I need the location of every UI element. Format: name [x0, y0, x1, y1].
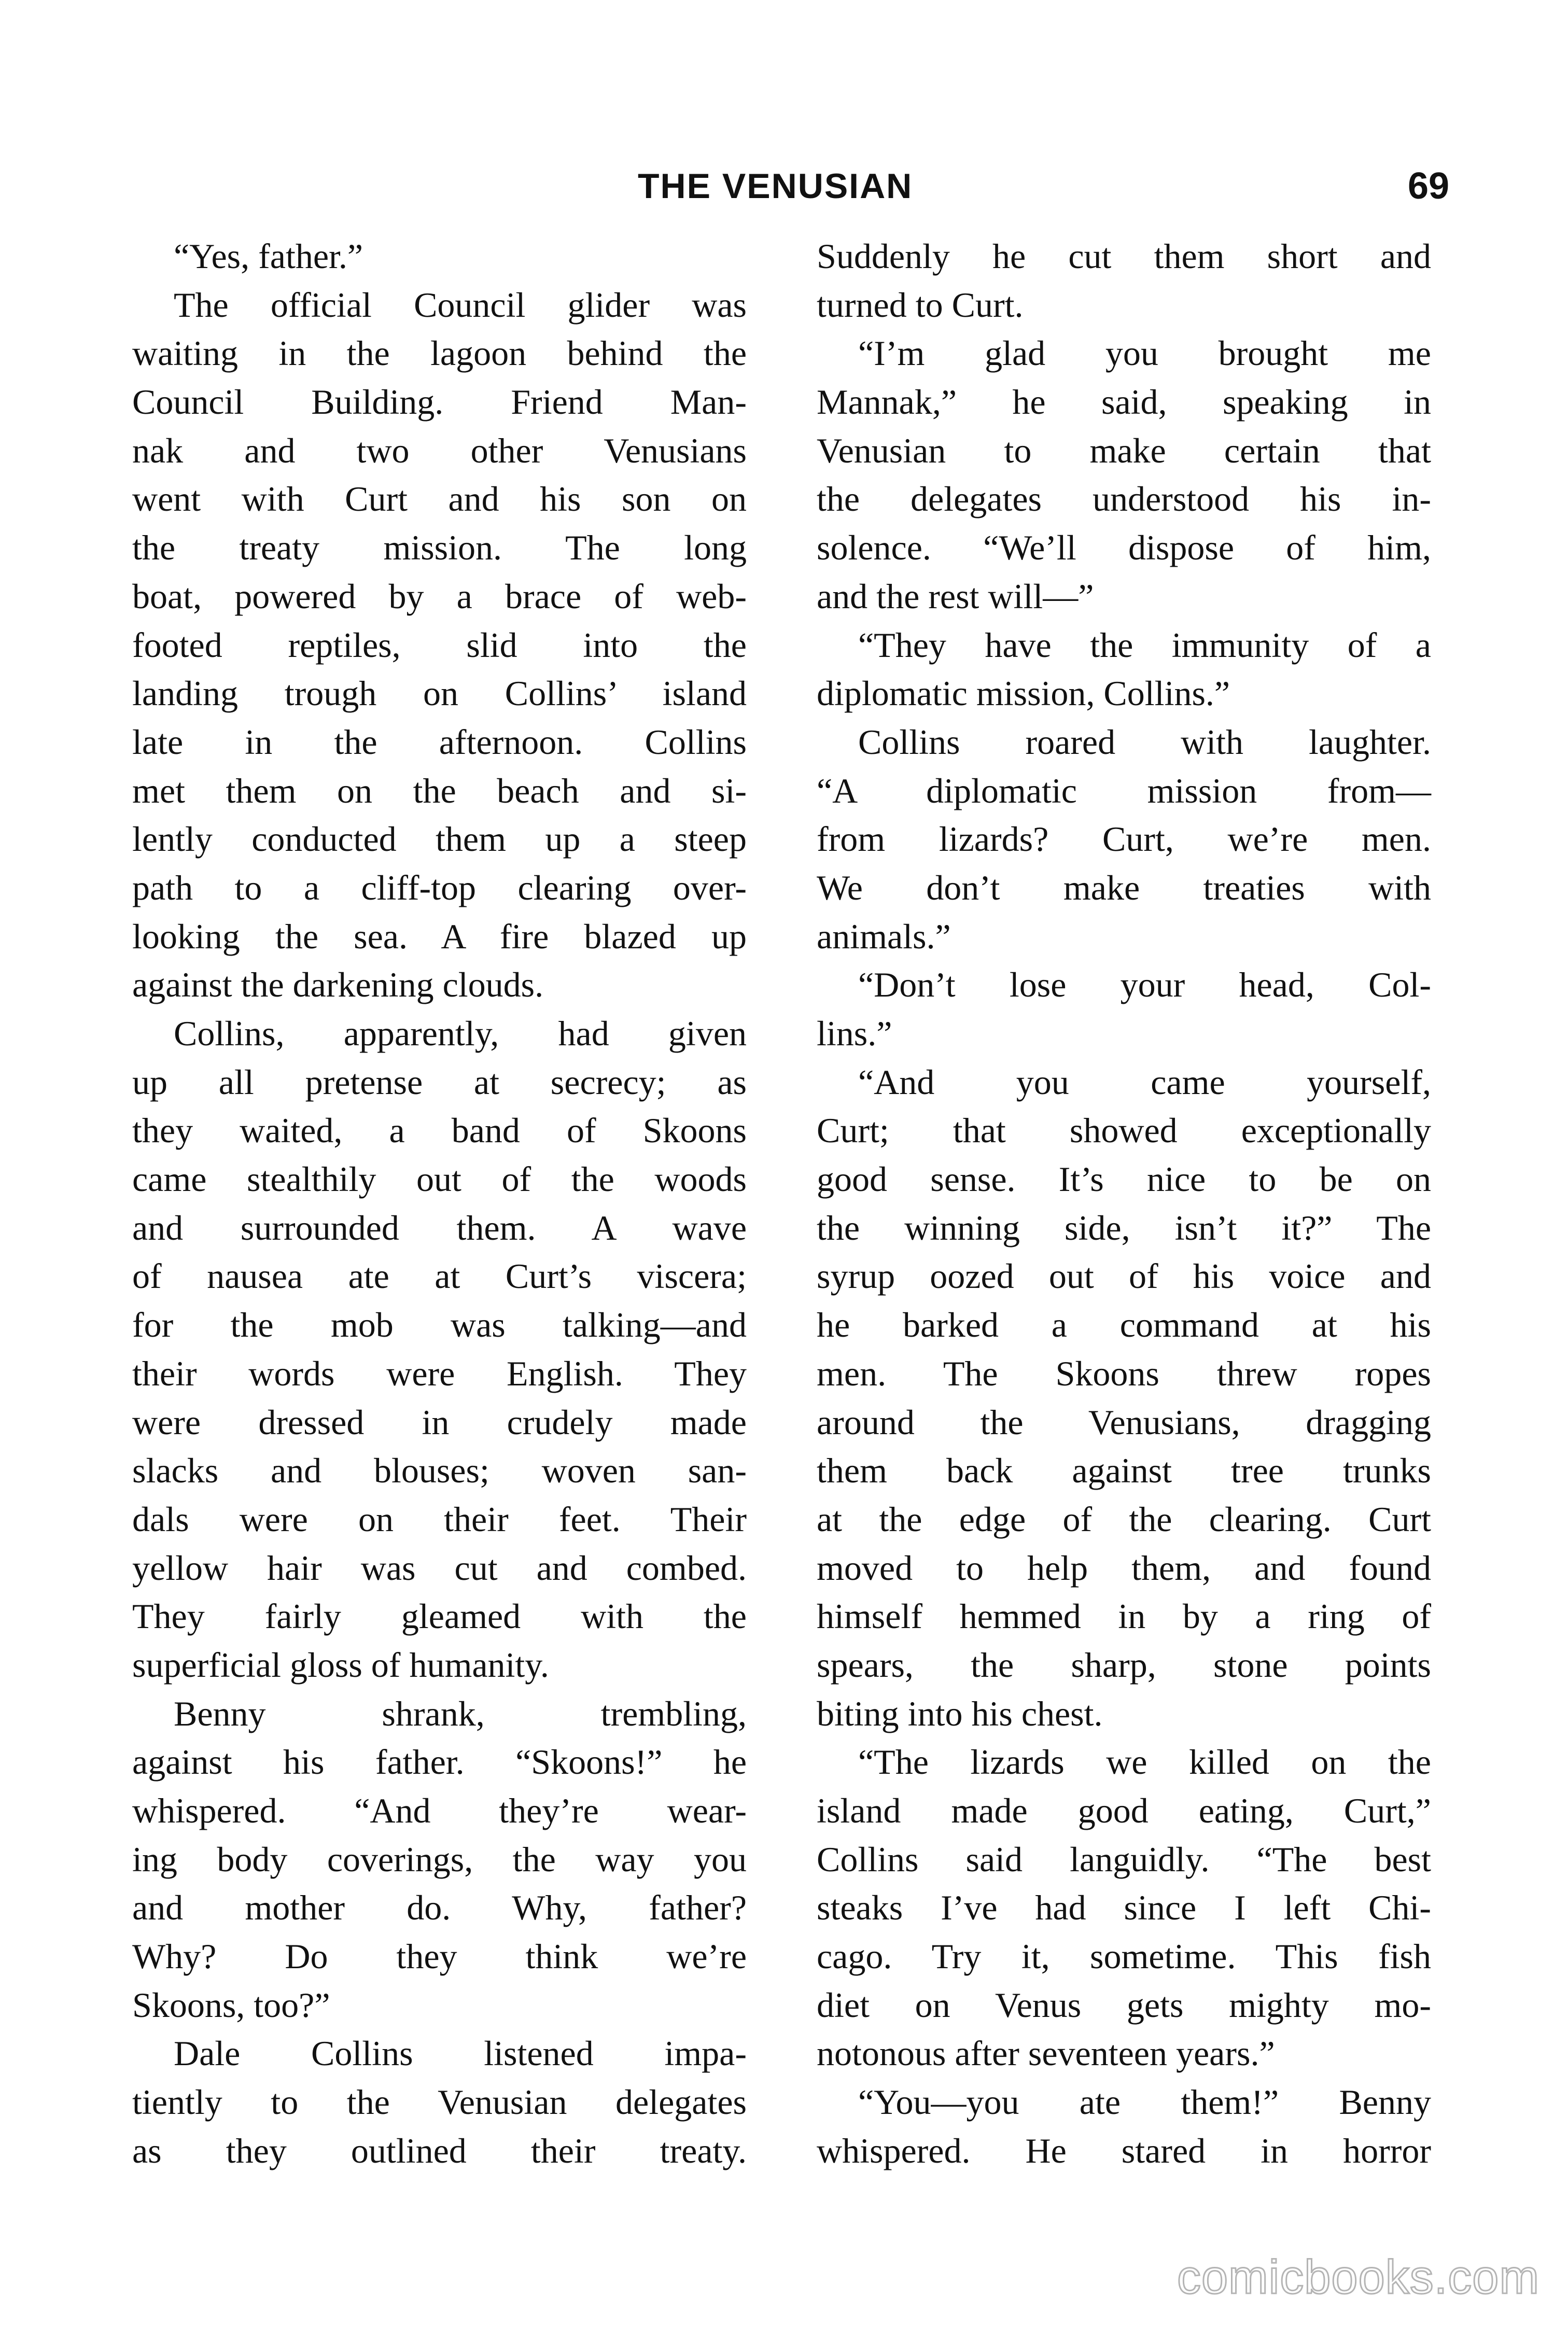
page-header-title: THE VENUSIAN — [638, 166, 913, 206]
text-line: he barked a command at his — [817, 1305, 1431, 1345]
text-line: good sense. It’s nice to be on — [817, 1159, 1431, 1199]
text-line: at the edge of the clearing. Curt — [817, 1499, 1431, 1539]
text-line: Collins said languidly. “The best — [817, 1839, 1431, 1879]
text-line: whispered. “And they’re wear- — [132, 1791, 747, 1830]
text-line: footed reptiles, slid into the — [132, 625, 747, 665]
right-column — [817, 232, 1431, 2176]
text-line: them back against tree trunks — [817, 1451, 1431, 1491]
text-line: nak and two other Venusians — [132, 430, 747, 470]
text-line: “The lizards we killed on the — [858, 1742, 1431, 1782]
text-line: looking the sea. A fire blazed up — [132, 916, 747, 956]
text-line: They fairly gleamed with the — [132, 1596, 747, 1636]
text-line: waiting in the lagoon behind the — [132, 333, 747, 373]
text-line: they waited, a band of Skoons — [132, 1111, 747, 1151]
text-line: The official Council glider was — [174, 285, 747, 325]
text-line: whispered. He stared in horror — [817, 2130, 1431, 2170]
text-line: came stealthily out of the woods — [132, 1159, 747, 1199]
text-line: and mother do. Why, father? — [132, 1888, 747, 1928]
text-line: against his father. “Skoons!” he — [132, 1742, 747, 1782]
text-line: “A diplomatic mission from— — [817, 770, 1431, 810]
text-line: went with Curt and his son on — [132, 479, 747, 519]
text-line: superficial gloss of humanity. — [132, 1645, 549, 1685]
text-line: diet on Venus gets mighty mo- — [817, 1985, 1431, 2025]
text-line: the winning side, isn’t it?” The — [817, 1208, 1431, 1247]
text-line: for the mob was talking—and — [132, 1305, 747, 1345]
text-line: Why? Do they think we’re — [132, 1937, 747, 1976]
text-line: moved to help them, and found — [817, 1548, 1431, 1588]
text-line: were dressed in crudely made — [132, 1402, 747, 1442]
text-line: notonous after seventeen years.” — [817, 2034, 1275, 2073]
text-line: Benny shrank, trembling, — [174, 1693, 747, 1733]
text-line: the treaty mission. The long — [132, 528, 747, 568]
text-line: dals were on their feet. Their — [132, 1499, 747, 1539]
text-line: diplomatic mission, Collins.” — [817, 674, 1230, 713]
text-line: Collins, apparently, had given — [174, 1014, 747, 1053]
text-line: and surrounded them. A wave — [132, 1208, 747, 1247]
text-line: Curt; that showed exceptionally — [817, 1111, 1431, 1151]
text-line: lins.” — [817, 1014, 892, 1053]
text-line: solence. “We’ll dispose of him, — [817, 528, 1431, 568]
text-line: animals.” — [817, 916, 951, 956]
text-line: Council Building. Friend Man- — [132, 382, 747, 422]
text-line: We don’t make treaties with — [817, 867, 1431, 907]
text-line: yellow hair was cut and combed. — [132, 1548, 747, 1588]
left-column — [132, 232, 747, 2176]
text-line: the delegates understood his in- — [817, 479, 1431, 519]
page-number: 69 — [1408, 165, 1450, 207]
text-line: “Don’t lose your head, Col- — [858, 965, 1431, 1005]
text-line: landing trough on Collins’ island — [132, 674, 747, 713]
text-line: spears, the sharp, stone points — [817, 1645, 1431, 1685]
text-line: “Yes, father.” — [174, 236, 363, 276]
text-line: Mannak,” he said, speaking in — [817, 382, 1431, 422]
text-line: “They have the immunity of a — [858, 625, 1431, 665]
text-line: steaks I’ve had since I left Chi- — [817, 1888, 1431, 1928]
text-line: against the darkening clouds. — [132, 965, 544, 1005]
text-line: tiently to the Venusian delegates — [132, 2082, 747, 2122]
text-line: “I’m glad you brought me — [858, 333, 1431, 373]
text-line: Collins roared with laughter. — [858, 722, 1431, 762]
text-line: Skoons, too?” — [132, 1985, 330, 2025]
text-line: syrup oozed out of his voice and — [817, 1256, 1431, 1296]
text-line: ing body coverings, the way you — [132, 1839, 747, 1879]
text-line: as they outlined their treaty. — [132, 2130, 747, 2170]
text-line: and the rest will—” — [817, 576, 1094, 616]
text-line: men. The Skoons threw ropes — [817, 1353, 1431, 1393]
text-line: Suddenly he cut them short and — [817, 236, 1431, 276]
text-line: lently conducted them up a steep — [132, 819, 747, 859]
text-line: slacks and blouses; woven san- — [132, 1451, 747, 1491]
text-line: of nausea ate at Curt’s viscera; — [132, 1256, 747, 1296]
text-line: biting into his chest. — [817, 1693, 1103, 1733]
text-line: Venusian to make certain that — [817, 430, 1431, 470]
text-line: from lizards? Curt, we’re men. — [817, 819, 1431, 859]
text-line: path to a cliff-top clearing over- — [132, 867, 747, 907]
text-line: Dale Collins listened impa- — [174, 2034, 747, 2073]
text-line: turned to Curt. — [817, 285, 1024, 325]
text-line: around the Venusians, dragging — [817, 1402, 1431, 1442]
text-line: himself hemmed in by a ring of — [817, 1596, 1431, 1636]
text-line: late in the afternoon. Collins — [132, 722, 747, 762]
site-watermark: comicbooks.com — [1177, 2251, 1540, 2304]
text-line: cago. Try it, sometime. This fish — [817, 1937, 1431, 1976]
text-line: island made good eating, Curt,” — [817, 1791, 1431, 1830]
text-line: their words were English. They — [132, 1353, 747, 1393]
text-line: met them on the beach and si- — [132, 770, 747, 810]
text-line: “You—you ate them!” Benny — [858, 2082, 1431, 2122]
text-line: boat, powered by a brace of web- — [132, 576, 747, 616]
text-line: up all pretense at secrecy; as — [132, 1062, 747, 1102]
text-line: “And you came yourself, — [858, 1062, 1431, 1102]
